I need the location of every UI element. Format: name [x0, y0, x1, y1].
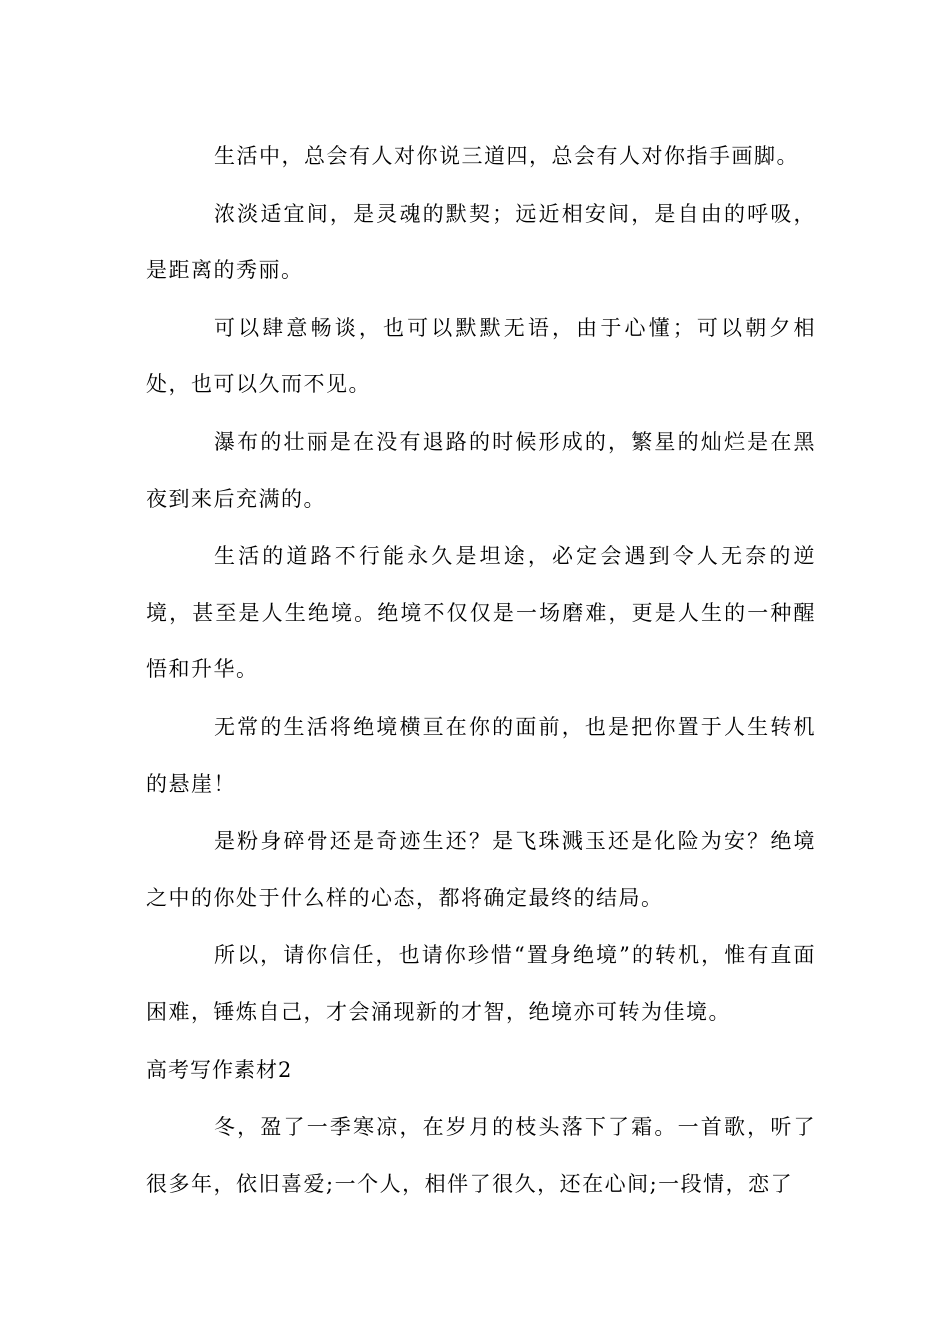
paragraph-7: 是粉身碎骨还是奇迹生还？是飞珠溅玉还是化险为安？绝境之中的你处于什么样的心态，都将确定最终的结局。 [146, 829, 816, 910]
document-body [146, 128, 816, 1213]
paragraph-3: 可以肆意畅谈，也可以默默无语，由于心懂；可以朝夕相处，也可以久而不见。 [146, 315, 816, 397]
paragraph-4: 瀑布的壮丽是在没有退路的时候形成的，繁星的灿烂是在黑夜到来后充满的。 [146, 429, 816, 511]
paragraph-8: 所以，请你信任，也请你珍惜“置身绝境”的转机，惟有直面困难，锤炼自己，才会涌现新的才智，绝境亦可转为佳境。 [146, 943, 816, 1024]
section-heading: 高考写作素材2 [146, 1057, 293, 1082]
paragraph-5: 生活的道路不行能永久是坦途，必定会遇到令人无奈的逆境，甚至是人生绝境。绝境不仅仅是一场磨难，更是人生的一种醒悟和升华。 [146, 544, 816, 682]
paragraph-6: 无常的生活将绝境横亘在你的面前，也是把你置于人生转机的悬崖！ [146, 714, 816, 796]
section-paragraph-1: 冬，盈了一季寒凉，在岁月的枝头落下了霜。一首歌，听了很多年，依旧喜爱;一个人，相伴了很久，还在心间;一段情，恋了 [146, 1115, 816, 1196]
paragraph-1: 生活中，总会有人对你说三道四，总会有人对你指手画脚。 [214, 144, 799, 168]
paragraph-2: 浓淡适宜间，是灵魂的默契；远近相安间，是自由的呼吸，是距离的秀丽。 [146, 201, 816, 283]
